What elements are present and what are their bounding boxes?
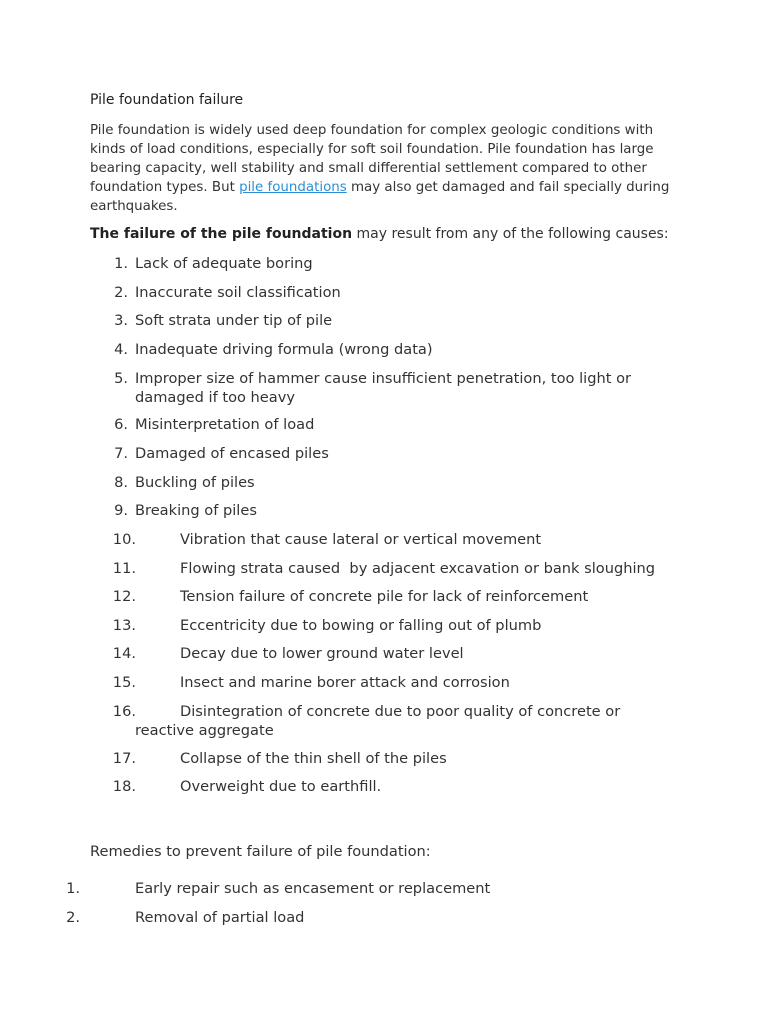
list-item-number: 2. — [114, 284, 128, 301]
list-item-number: 15. — [112, 674, 136, 691]
list-item-text: Overweight due to earthfill. — [180, 778, 382, 795]
list-item-text: Collapse of the thin shell of the piles — [180, 750, 447, 767]
list-item-number: 4. — [114, 341, 128, 358]
list-item-number: 18. — [112, 778, 136, 795]
list-item-number: 12. — [112, 588, 136, 605]
list-item-number: 2. — [66, 909, 80, 926]
causes-lead-bold: The failure of the pile foundation — [90, 226, 353, 242]
list-item-number: 9. — [114, 502, 128, 519]
list-item-number: 1. — [114, 255, 128, 272]
list-item-text: Removal of partial load — [135, 909, 305, 926]
list-item-text: Soft strata under tip of pile — [135, 312, 333, 329]
list-item-text: Tension failure of concrete pile for lack of reinforcement — [180, 588, 589, 605]
list-item-text: Vibration that cause lateral or vertical movement — [180, 531, 542, 548]
list-item-text: Inadequate driving formula (wrong data) — [135, 341, 433, 358]
remedies-lead: Remedies to prevent failure of pile foundation: — [90, 843, 431, 860]
intro-paragraph — [90, 121, 680, 216]
list-item-number: 17. — [112, 750, 136, 767]
list-item-number: 1. — [66, 880, 80, 897]
list-item-number: 13. — [112, 617, 136, 634]
list-item-text: Inaccurate soil classification — [135, 284, 341, 301]
list-item-text: Breaking of piles — [135, 502, 257, 519]
list-item-text: Early repair such as encasement or replacement — [135, 880, 491, 897]
intro-text-before-link: Pile foundation is widely used deep foundation for complex geologic conditions with kinds of load conditions, especially for soft soil foundation. Pile foundation has large bearing capacity, well stability and small differential settlement compared to other foundation types. But — [90, 123, 654, 195]
pile-foundations-link[interactable]: pile foundations — [239, 180, 347, 195]
list-item-number: 7. — [114, 445, 128, 462]
list-item-number: 8. — [114, 474, 128, 491]
list-item-text: Flowing strata caused by adjacent excavation or bank sloughing — [180, 560, 656, 577]
list-item-text: Buckling of piles — [135, 474, 255, 491]
list-item-text: Misinterpretation of load — [135, 416, 315, 433]
list-item-number: 6. — [114, 416, 128, 433]
intro-text-after-link: may also get damaged and fail specially during earthquakes. — [90, 180, 670, 214]
list-item-text: Eccentricity due to bowing or falling out of plumb — [180, 617, 542, 634]
list-item-text-continued: reactive aggregate — [135, 721, 274, 739]
list-item-text: Improper size of hammer cause insufficient penetration, too light or — [135, 370, 632, 387]
list-item-text: Insect and marine borer attack and corrosion — [180, 674, 510, 691]
list-item-number: 11. — [112, 560, 136, 577]
list-item-text-continued: damaged if too heavy — [135, 388, 296, 406]
list-item-number: 5. — [114, 370, 128, 387]
list-item-number: 16. — [112, 703, 136, 720]
causes-lead — [90, 226, 669, 242]
document-title: Pile foundation failure — [90, 92, 244, 108]
list-item-text: Disintegration of concrete due to poor quality of concrete or — [180, 703, 621, 720]
causes-lead-rest: may result from any of the following causes: — [352, 226, 669, 242]
list-item-text: Decay due to lower ground water level — [180, 645, 464, 662]
list-item-number: 10. — [112, 531, 136, 548]
list-item-number: 3. — [114, 312, 128, 329]
list-item-text: Lack of adequate boring — [135, 255, 313, 272]
list-item-text: Damaged of encased piles — [135, 445, 329, 462]
list-item-number: 14. — [112, 645, 136, 662]
